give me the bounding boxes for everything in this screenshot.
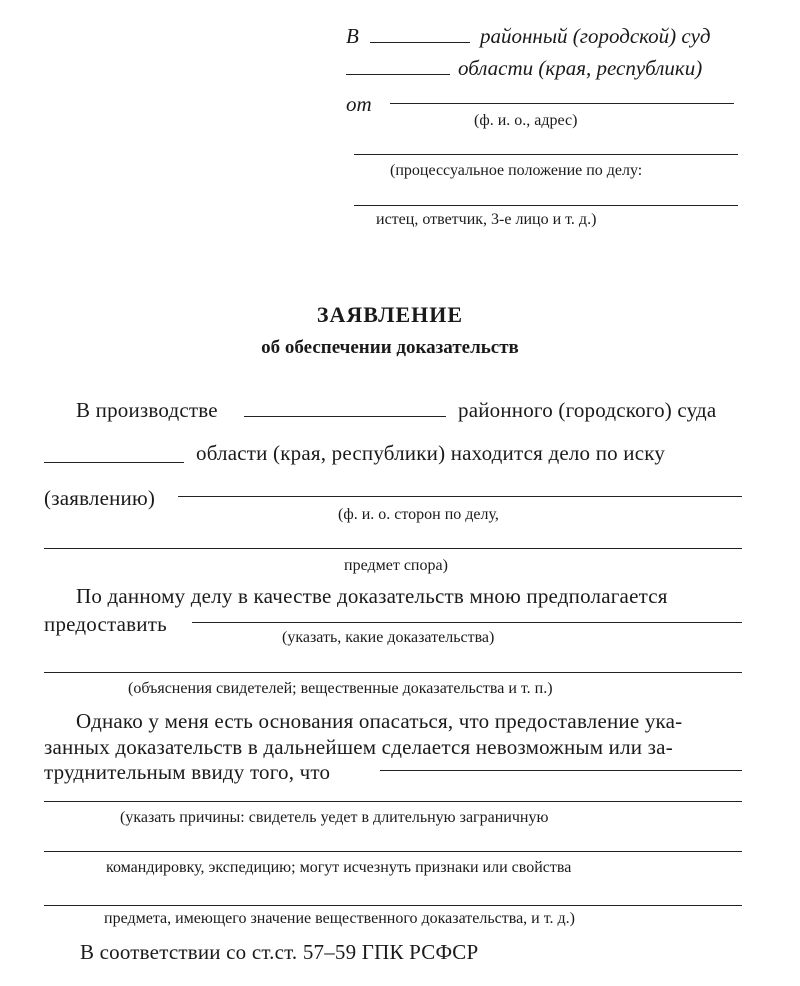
p4-statute: В соответствии со ст.ст. 57–59 ГПК РСФСР bbox=[80, 940, 479, 964]
header-region-label: области (края, республики) bbox=[458, 56, 703, 80]
court-name-blank[interactable] bbox=[370, 42, 470, 43]
document-subtitle: об обеспечении доказательств bbox=[261, 337, 519, 358]
p2-line1: По данному делу в качестве доказательств мною предполагается bbox=[76, 584, 668, 608]
header-court-label: районный (городской) суд bbox=[480, 24, 711, 48]
evidence-blank[interactable] bbox=[192, 622, 742, 623]
reason-blank-4[interactable] bbox=[44, 905, 742, 906]
district-court-blank[interactable] bbox=[244, 416, 446, 417]
header-prefix-v: В bbox=[346, 24, 359, 48]
p3-line2: занных доказательств в дальнейшем сделается невозможным или за- bbox=[44, 735, 673, 759]
p2-evidence-hint: (указать, какие доказательства) bbox=[282, 629, 495, 646]
document-title: ЗАЯВЛЕНИЕ bbox=[316, 302, 464, 327]
applicant-name-blank[interactable] bbox=[390, 103, 734, 104]
subject-blank[interactable] bbox=[44, 548, 742, 549]
header-name-hint: (ф. и. о., адрес) bbox=[474, 112, 578, 129]
p1-subject-hint: предмет спора) bbox=[344, 557, 448, 574]
procedural-status-blank[interactable] bbox=[354, 154, 738, 155]
p1-district-court: районного (городского) суда bbox=[458, 398, 717, 422]
p3-reason-hint1: (указать причины: свидетель уедет в длительную заграничную bbox=[120, 809, 549, 826]
region-blank-2[interactable] bbox=[44, 462, 184, 463]
p1-parties-hint: (ф. и. о. сторон по делу, bbox=[338, 506, 499, 523]
p3-reason-hint3: предмета, имеющего значение вещественного доказательства, и т. д.) bbox=[104, 910, 575, 927]
header-status-hint-2: истец, ответчик, 3-е лицо и т. д.) bbox=[376, 211, 597, 228]
p3-line3: труднительным ввиду того, что bbox=[44, 760, 331, 784]
p2-provide: предоставить bbox=[44, 612, 167, 636]
p1-region-case: области (края, республики) находится дело по иску bbox=[196, 441, 666, 465]
parties-blank[interactable] bbox=[178, 496, 742, 497]
reason-blank-3[interactable] bbox=[44, 851, 742, 852]
region-blank[interactable] bbox=[346, 74, 450, 75]
p3-reason-hint2: командировку, экспедицию; могут исчезнуть признаки или свойства bbox=[106, 859, 572, 876]
p3-line1: Однако у меня есть основания опасаться, что предоставление ука- bbox=[76, 709, 683, 733]
p1-claim: (заявлению) bbox=[44, 486, 156, 510]
header-status-hint: (процессуальное положение по делу: bbox=[390, 162, 643, 179]
reason-blank[interactable] bbox=[380, 770, 742, 771]
p2-evidence-examples: (объяснения свидетелей; вещественные доказательства и т. п.) bbox=[128, 680, 553, 697]
p1-in-production: В производстве bbox=[76, 398, 218, 422]
procedural-status-blank-2[interactable] bbox=[354, 205, 738, 206]
reason-blank-2[interactable] bbox=[44, 801, 742, 802]
header-from-prefix: от bbox=[346, 92, 372, 116]
evidence-blank-2[interactable] bbox=[44, 672, 742, 673]
